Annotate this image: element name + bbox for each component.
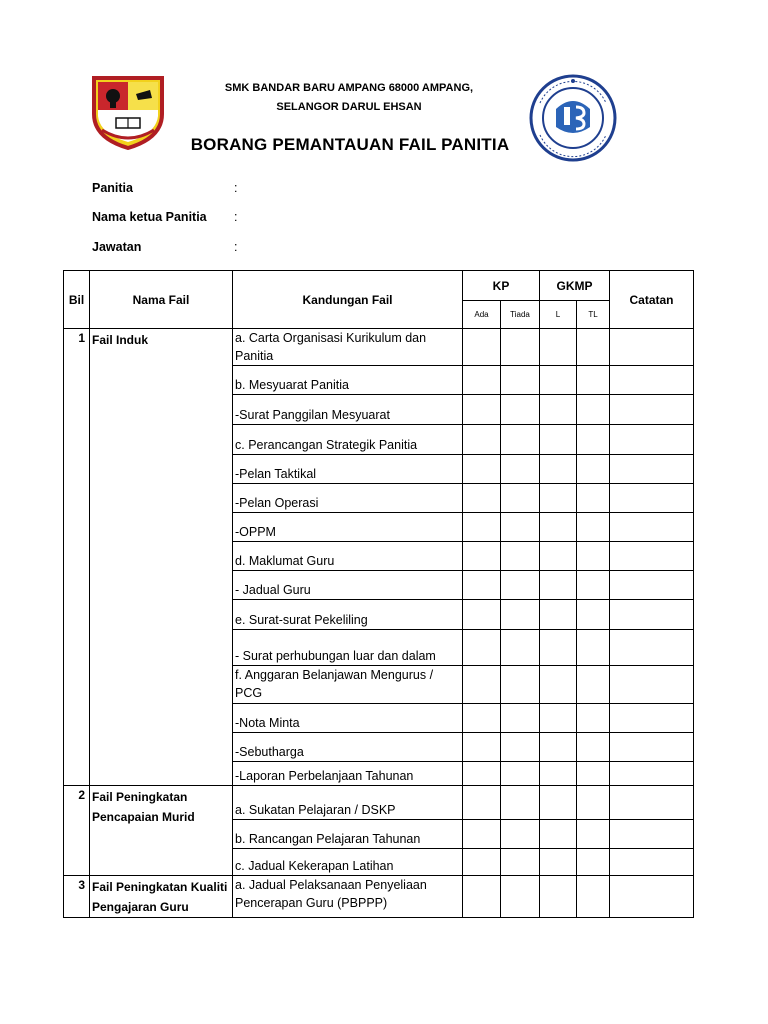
file-name: Fail Peningkatan Pencapaian Murid	[90, 786, 233, 876]
file-content-item: -Pelan Operasi	[233, 484, 463, 513]
kp-ada-checkbox[interactable]	[463, 876, 501, 918]
kp-tiada-checkbox[interactable]	[501, 425, 540, 455]
gkmp-l-checkbox[interactable]	[540, 762, 577, 786]
catatan-field[interactable]	[610, 630, 694, 666]
info-label-ketua: Nama ketua Panitia	[92, 210, 207, 224]
kp-tiada-checkbox[interactable]	[501, 733, 540, 762]
gkmp-l-checkbox[interactable]	[540, 366, 577, 395]
header-l: L	[540, 301, 577, 329]
gkmp-l-checkbox[interactable]	[540, 571, 577, 600]
table-row	[64, 329, 694, 366]
gkmp-tl-checkbox[interactable]	[577, 542, 610, 571]
kp-tiada-checkbox[interactable]	[501, 786, 540, 820]
kp-ada-checkbox[interactable]	[463, 513, 501, 542]
info-colon-ketua: :	[234, 210, 238, 224]
kp-tiada-checkbox[interactable]	[501, 571, 540, 600]
kp-ada-checkbox[interactable]	[463, 425, 501, 455]
file-content-item: c. Jadual Kekerapan Latihan	[233, 849, 463, 876]
gkmp-l-checkbox[interactable]	[540, 704, 577, 733]
info-colon-jawatan: :	[234, 240, 238, 254]
gkmp-tl-checkbox[interactable]	[577, 329, 610, 366]
catatan-field[interactable]	[610, 484, 694, 513]
header-nama-fail: Nama Fail	[90, 271, 233, 329]
catatan-field[interactable]	[610, 329, 694, 366]
gkmp-l-checkbox[interactable]	[540, 329, 577, 366]
catatan-field[interactable]	[610, 455, 694, 484]
gkmp-l-checkbox[interactable]	[540, 455, 577, 484]
gkmp-tl-checkbox[interactable]	[577, 786, 610, 820]
gkmp-tl-checkbox[interactable]	[577, 630, 610, 666]
kp-ada-checkbox[interactable]	[463, 484, 501, 513]
gkmp-l-checkbox[interactable]	[540, 733, 577, 762]
bil-number: 1	[64, 329, 90, 786]
kp-tiada-checkbox[interactable]	[501, 704, 540, 733]
file-name: Fail Induk	[90, 329, 233, 786]
header-bil: Bil	[64, 271, 90, 329]
header-ada: Ada	[463, 301, 501, 329]
file-content-item: c. Perancangan Strategik Panitia	[233, 425, 463, 455]
header-tl: TL	[577, 301, 610, 329]
file-content-item: -Pelan Taktikal	[233, 455, 463, 484]
gkmp-tl-checkbox[interactable]	[577, 600, 610, 630]
header-tiada: Tiada	[501, 301, 540, 329]
catatan-field[interactable]	[610, 820, 694, 849]
gkmp-l-checkbox[interactable]	[540, 395, 577, 425]
file-content-item: a. Sukatan Pelajaran / DSKP	[233, 786, 463, 820]
kp-ada-checkbox[interactable]	[463, 571, 501, 600]
file-content-item: -Surat Panggilan Mesyuarat	[233, 395, 463, 425]
gkmp-tl-checkbox[interactable]	[577, 876, 610, 918]
kp-ada-checkbox[interactable]	[463, 762, 501, 786]
kp-tiada-checkbox[interactable]	[501, 395, 540, 425]
gkmp-tl-checkbox[interactable]	[577, 762, 610, 786]
catatan-field[interactable]	[610, 849, 694, 876]
gkmp-l-checkbox[interactable]	[540, 484, 577, 513]
header-kandungan-fail: Kandungan Fail	[233, 271, 463, 329]
table-row	[64, 876, 694, 918]
catatan-field[interactable]	[610, 876, 694, 918]
file-content-item: - Surat perhubungan luar dan dalam	[233, 630, 463, 666]
kp-ada-checkbox[interactable]	[463, 455, 501, 484]
gkmp-tl-checkbox[interactable]	[577, 820, 610, 849]
form-title: BORANG PEMANTAUAN FAIL PANITIA	[190, 135, 510, 154]
kp-tiada-checkbox[interactable]	[501, 513, 540, 542]
catatan-field[interactable]	[610, 425, 694, 455]
header-catatan: Catatan	[610, 271, 694, 329]
gkmp-l-checkbox[interactable]	[540, 630, 577, 666]
kp-tiada-checkbox[interactable]	[501, 600, 540, 630]
kp-ada-checkbox[interactable]	[463, 820, 501, 849]
file-content-item: f. Anggaran Belanjawan Mengurus / PCG	[233, 666, 463, 704]
file-content-item: -OPPM	[233, 513, 463, 542]
info-label-jawatan: Jawatan	[92, 240, 142, 254]
gkmp-l-checkbox[interactable]	[540, 425, 577, 455]
gkmp-l-checkbox[interactable]	[540, 513, 577, 542]
kp-tiada-checkbox[interactable]	[501, 366, 540, 395]
school-name-line1: SMK BANDAR BARU AMPANG 68000 AMPANG,	[224, 82, 474, 94]
info-label-panitia: Panitia	[92, 181, 133, 195]
bil-number: 2	[64, 786, 90, 876]
kp-tiada-checkbox[interactable]	[501, 542, 540, 571]
file-content-item: a. Jadual Pelaksanaan Penyeliaan Pencerapan Guru (PBPPP)	[233, 876, 463, 918]
file-content-item: -Laporan Perbelanjaan Tahunan	[233, 762, 463, 786]
kp-ada-checkbox[interactable]	[463, 630, 501, 666]
kp-ada-checkbox[interactable]	[463, 395, 501, 425]
gkmp-tl-checkbox[interactable]	[577, 849, 610, 876]
catatan-field[interactable]	[610, 733, 694, 762]
kp-tiada-checkbox[interactable]	[501, 455, 540, 484]
catatan-field[interactable]	[610, 542, 694, 571]
gkmp-tl-checkbox[interactable]	[577, 704, 610, 733]
catatan-field[interactable]	[610, 762, 694, 786]
table-row	[64, 786, 694, 820]
monitoring-table	[63, 270, 694, 918]
gkmp-l-checkbox[interactable]	[540, 820, 577, 849]
file-content-item: -Sebutharga	[233, 733, 463, 762]
kp-ada-checkbox[interactable]	[463, 704, 501, 733]
gkmp-tl-checkbox[interactable]	[577, 366, 610, 395]
gkmp-l-checkbox[interactable]	[540, 849, 577, 876]
header-kp: KP	[463, 271, 540, 301]
catatan-field[interactable]	[610, 366, 694, 395]
kp-ada-checkbox[interactable]	[463, 733, 501, 762]
file-name: Fail Peningkatan Kualiti Pengajaran Guru	[90, 876, 233, 918]
catatan-field[interactable]	[610, 786, 694, 820]
catatan-field[interactable]	[610, 395, 694, 425]
gkmp-l-checkbox[interactable]	[540, 666, 577, 704]
file-content-item: b. Mesyuarat Panitia	[233, 366, 463, 395]
gkmp-l-checkbox[interactable]	[540, 876, 577, 918]
gkmp-tl-checkbox[interactable]	[577, 395, 610, 425]
bil-number: 3	[64, 876, 90, 918]
file-content-item: - Jadual Guru	[233, 571, 463, 600]
kp-ada-checkbox[interactable]	[463, 849, 501, 876]
kp-tiada-checkbox[interactable]	[501, 630, 540, 666]
gkmp-l-checkbox[interactable]	[540, 786, 577, 820]
kp-ada-checkbox[interactable]	[463, 366, 501, 395]
kp-ada-checkbox[interactable]	[463, 600, 501, 630]
gkmp-tl-checkbox[interactable]	[577, 733, 610, 762]
gkmp-l-checkbox[interactable]	[540, 542, 577, 571]
gkmp-tl-checkbox[interactable]	[577, 455, 610, 484]
kp-ada-checkbox[interactable]	[463, 786, 501, 820]
gkmp-l-checkbox[interactable]	[540, 600, 577, 630]
kp-ada-checkbox[interactable]	[463, 542, 501, 571]
file-content-item: b. Rancangan Pelajaran Tahunan	[233, 820, 463, 849]
gkmp-tl-checkbox[interactable]	[577, 484, 610, 513]
file-content-item: d. Maklumat Guru	[233, 542, 463, 571]
cohort-badge-logo	[528, 73, 618, 163]
kp-tiada-checkbox[interactable]	[501, 876, 540, 918]
kp-tiada-checkbox[interactable]	[501, 329, 540, 366]
school-crest-logo	[88, 70, 168, 150]
file-content-item: e. Surat-surat Pekeliling	[233, 600, 463, 630]
kp-tiada-checkbox[interactable]	[501, 762, 540, 786]
kp-tiada-checkbox[interactable]	[501, 849, 540, 876]
gkmp-tl-checkbox[interactable]	[577, 666, 610, 704]
file-content-item: a. Carta Organisasi Kurikulum dan Panitia	[233, 329, 463, 366]
catatan-field[interactable]	[610, 571, 694, 600]
catatan-field[interactable]	[610, 513, 694, 542]
file-content-item: -Nota Minta	[233, 704, 463, 733]
school-name-line2: SELANGOR DARUL EHSAN	[276, 101, 422, 113]
kp-ada-checkbox[interactable]	[463, 666, 501, 704]
catatan-field[interactable]	[610, 704, 694, 733]
gkmp-tl-checkbox[interactable]	[577, 425, 610, 455]
catatan-field[interactable]	[610, 666, 694, 704]
header-gkmp: GKMP	[540, 271, 610, 301]
kp-tiada-checkbox[interactable]	[501, 666, 540, 704]
info-colon-panitia: :	[234, 181, 238, 195]
kp-tiada-checkbox[interactable]	[501, 484, 540, 513]
kp-tiada-checkbox[interactable]	[501, 820, 540, 849]
kp-ada-checkbox[interactable]	[463, 329, 501, 366]
catatan-field[interactable]	[610, 600, 694, 630]
gkmp-tl-checkbox[interactable]	[577, 571, 610, 600]
gkmp-tl-checkbox[interactable]	[577, 513, 610, 542]
